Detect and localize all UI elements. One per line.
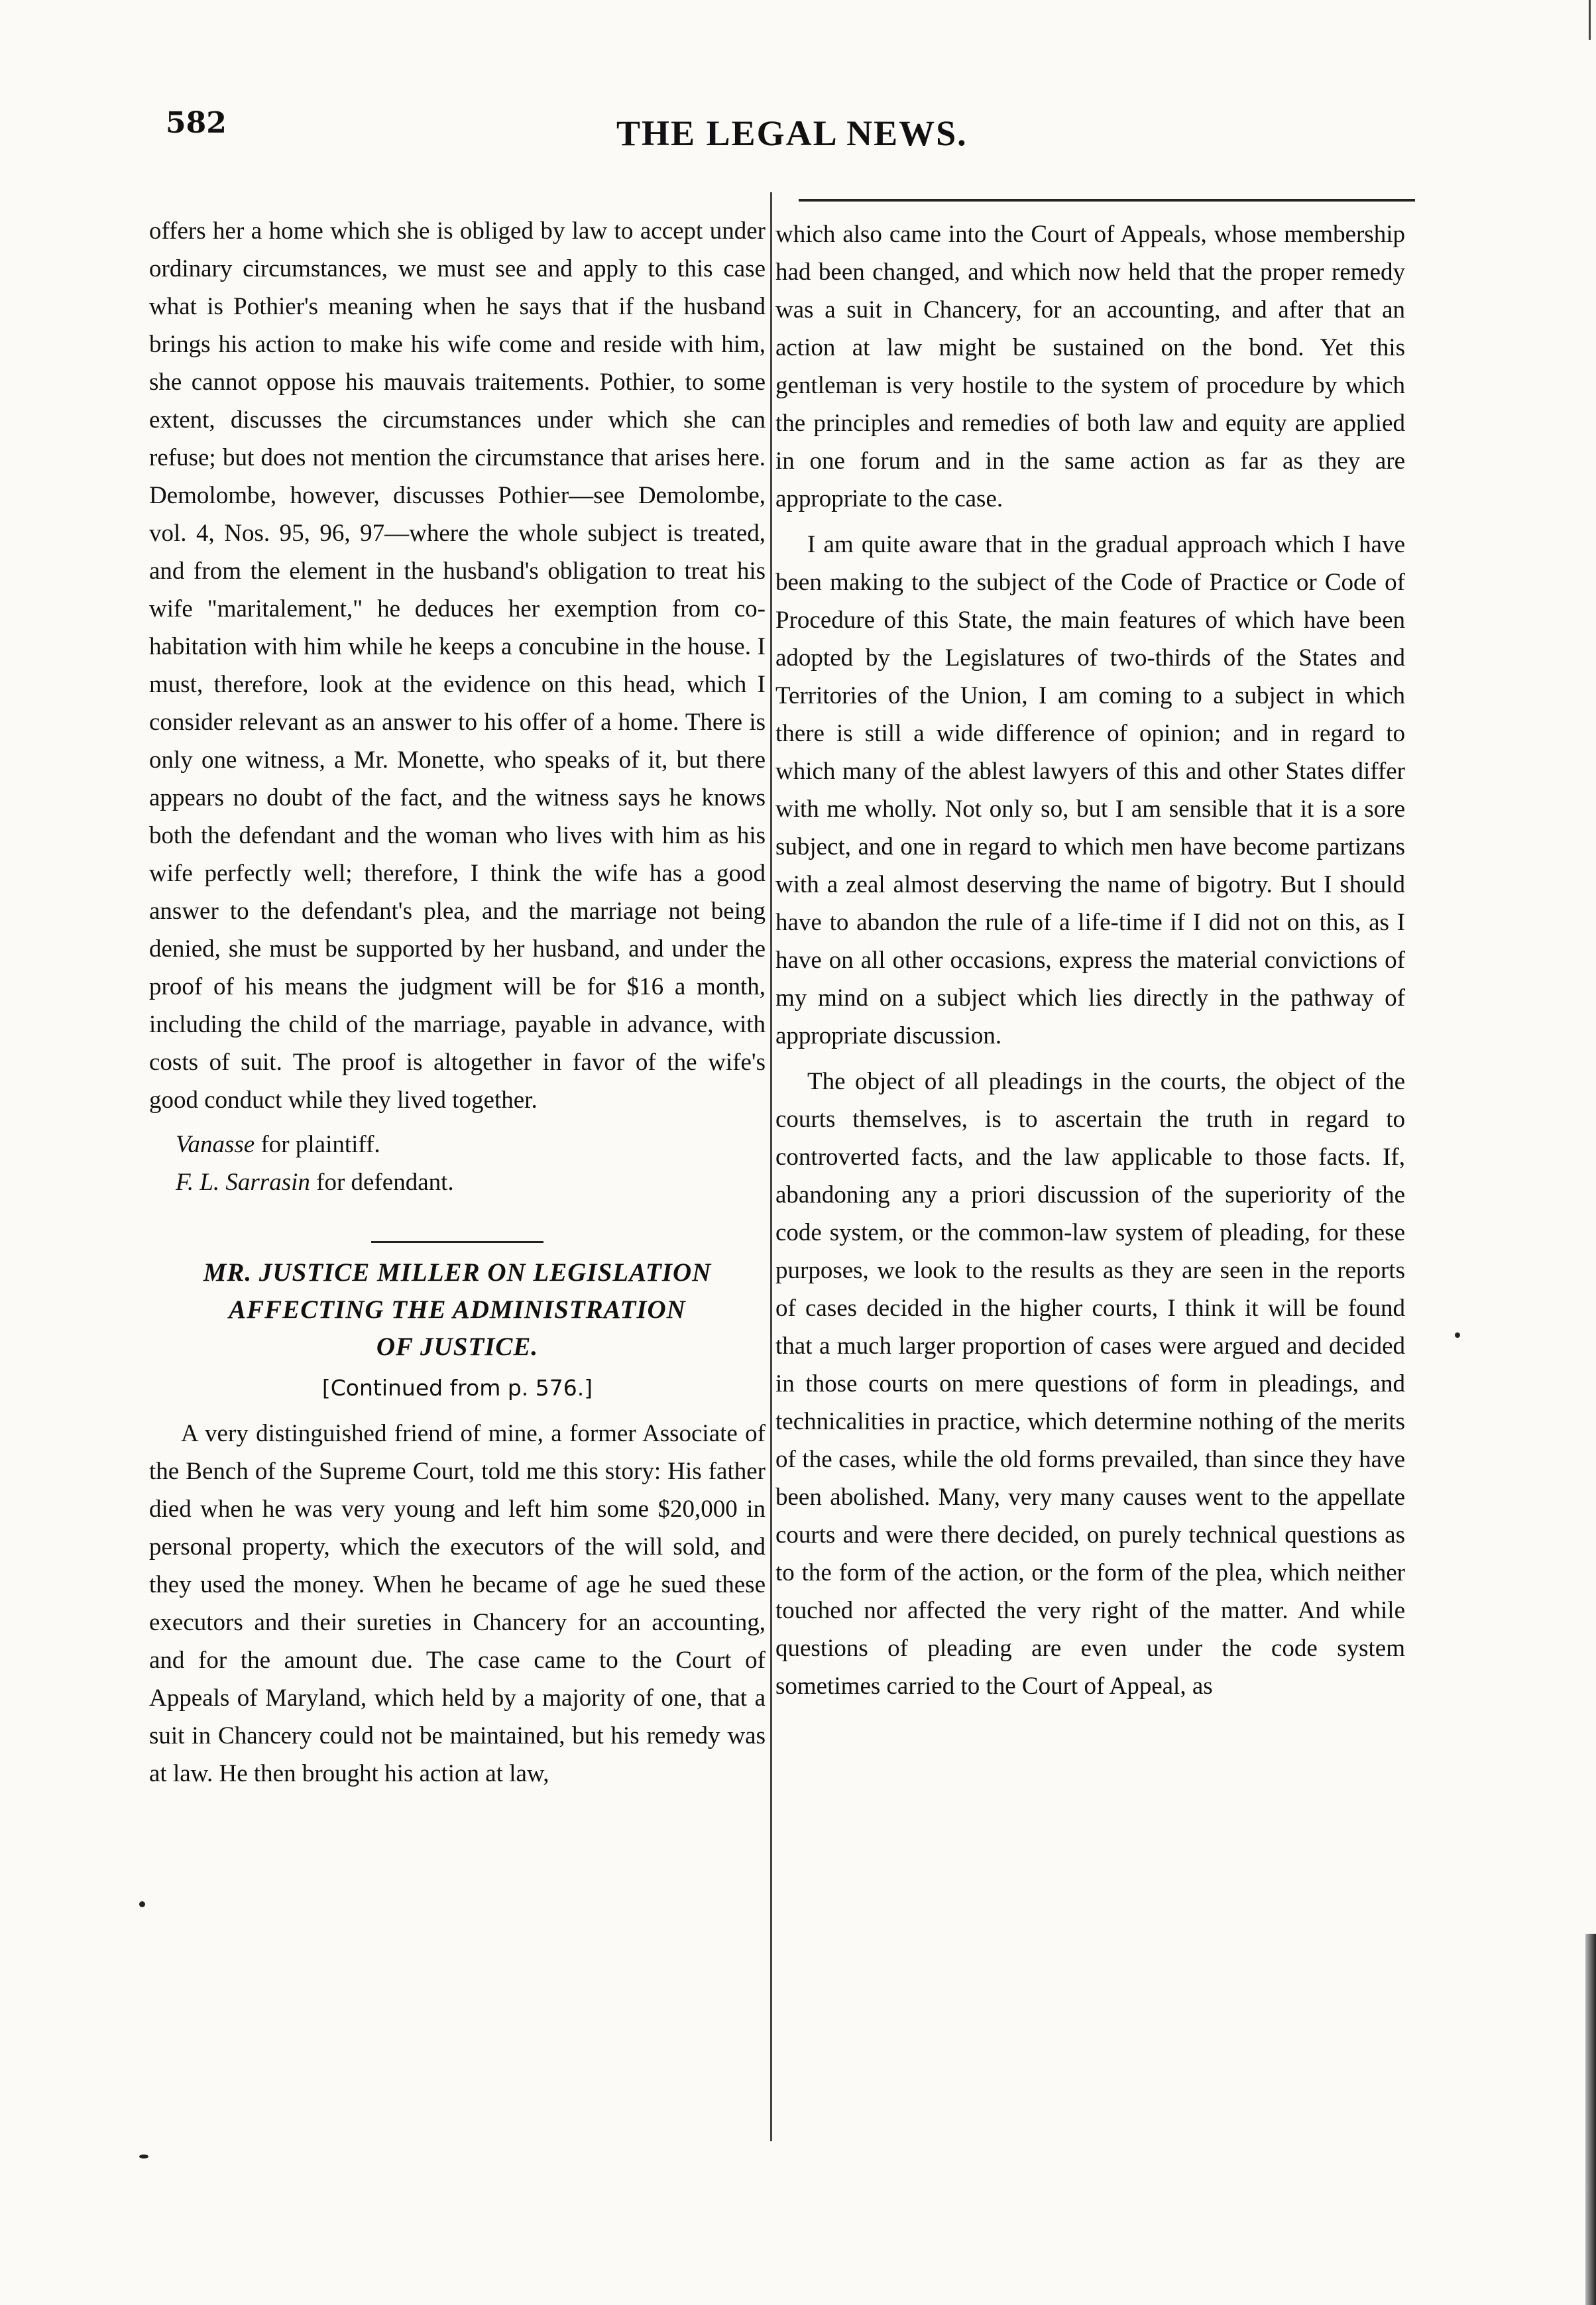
article-title-line: OF JUSTICE. <box>376 1332 539 1361</box>
right-paragraph-3: The object of all pleadings in the courts, the object of the courts themselves, is to ascertain the truth in regard to controverted facts, and the law applicable to those facts. If, abandoning any a priori discussion of the superiority of the code system, or the common-law system of pleading, for these purposes, we look to the results as they are seen in the reports of cases decided in the higher courts, I think it will be found that a much larger proportion of cases were argued and decided in those courts on mere questions of form in pleadings, and technicalities in practice, which determine nothing of the merits of the cases, while the old forms prevailed, than since they have been abolished. Many, very many causes went to the appellate courts and were there decided, on purely technical questions as to the form of the action, or the form of the plea, which neither touched nor affected the very right of the matter. And while questions of pleading are even under the code system sometimes carried to the Court of Appeal, as <box>775 1068 1405 1700</box>
right-column <box>775 215 1405 1705</box>
scan-speck <box>1455 1332 1460 1338</box>
article-title <box>149 1256 766 1364</box>
scan-speck <box>139 2155 148 2158</box>
scan-speck <box>139 1901 145 1907</box>
article-paragraph: A very distinguished friend of mine, a former Associate of the Bench of the Supreme Court, told me this story: His father died when he was very young and left him some $20,000 in personal property, which the executors of the will sold, and they used the money. When he became of age he sued these executors and their sureties in Chancery for an accounting, and for the amount due. The case came to the Court of Appeals of Maryland, which held by a majority of one, that a suit in Chancery could not be maintained, but his remedy was at law. He then brought his action at law, <box>149 1420 766 1787</box>
counsel-block <box>149 1126 766 1201</box>
right-paragraph-1: which also came into the Court of Appeals, whose membership had been changed, and which now held that the proper remedy was a suit in Chancery, for an accounting, and after that an action at law might be sustained on the bond. Yet this gentleman is very hostile to the system of procedure by which the principles and remedies of both law and equity are applied in one forum and in the same action as far as they are appropriate to the case. <box>775 221 1405 512</box>
running-head: THE LEGAL NEWS. <box>616 113 968 153</box>
right-paragraph-2: I am quite aware that in the gradual approach which I have been making to the subject of the Code of Practice or Code of Procedure of this State, the main features of which have been adopted by the Legislatures of two-thirds of the States and Territories of the Union, I am coming to a subject in which there is still a wide difference of opinion; and in regard to which many of the ablest lawyers of this and other States differ with me wholly. Not only so, but I am sensible that it is a sore subject, and one in regard to which men have become partizans with a zeal almost deserving the name of bigotry. But I should have to abandon the rule of a life-time if I did not on this, as I have on all other occasions, express the material convictions of my mind on a subject which lies directly in the pathway of appropriate discussion. <box>775 531 1405 1049</box>
scan-spine-shadow <box>1585 1934 1596 2305</box>
column-divider <box>770 192 772 2141</box>
page-number: 582 <box>166 106 227 140</box>
section-rule <box>371 1241 543 1243</box>
header-rule <box>799 199 1415 202</box>
left-column <box>149 212 766 1793</box>
counsel-role: for plaintiff. <box>255 1131 380 1158</box>
counsel-role: for defendant. <box>310 1169 454 1196</box>
continued-note: [Continued from p. 576.] <box>321 1375 593 1401</box>
counsel-line-defendant <box>149 1163 766 1201</box>
left-paragraph-1: offers her a home which she is obliged by law to accept under ordinary circumstances, we must see and apply to this case what is Pothier's meaning when he says that if the husband brings his action to make his wife come and reside with him, she cannot oppose his mauvais traitements. Pothier, to some extent, discusses the circumstances under which she can refuse; but does not mention the circumstance that arises here. Demolombe, however, discusses Pothier—see Demolombe, vol. 4, Nos. 95, 96, 97—where the whole subject is treated, and from the element in the husband's obligation to treat his wife "maritalement," he deduces her exemption from co-habitation with him while he keeps a concubine in the house. I must, therefore, look at the evidence on this head, which I consider relevant as an answer to his offer of a home. There is only one witness, a Mr. Monette, who speaks of it, but there appears no doubt of the fact, and the witness says he knows both the defendant and the woman who lives with him as his wife perfectly well; therefore, I think the wife has a good answer to the defendant's plea, and the marriage not being denied, she must be supported by her husband, and under the proof of his means the judgment will be for $16 a month, including the child of the marriage, payable in advance, with costs of suit. The proof is altogether in favor of the wife's good conduct while they lived together. <box>149 217 766 1114</box>
counsel-name: F. L. Sarrasin <box>176 1169 310 1196</box>
article-title-line: AFFECTING THE ADMINISTRATION <box>229 1295 686 1324</box>
article-title-line: MR. JUSTICE MILLER ON LEGISLATION <box>203 1258 712 1287</box>
counsel-name: Vanasse <box>176 1131 255 1158</box>
counsel-line-plaintiff <box>149 1126 766 1163</box>
